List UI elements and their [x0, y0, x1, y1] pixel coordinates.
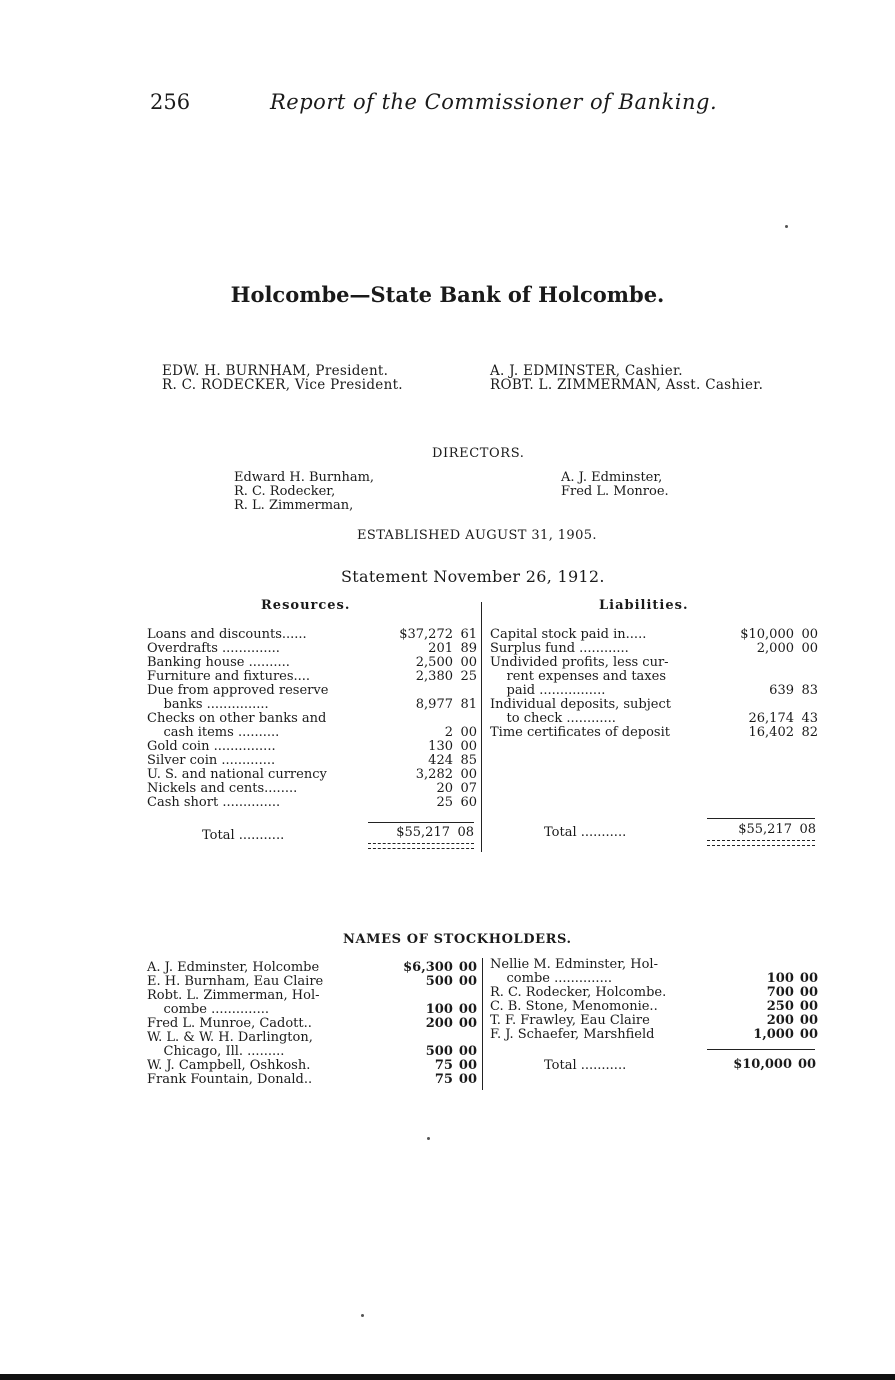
table-row [147, 670, 477, 684]
officer-president: EDW. H. BURNHAM, President. [162, 363, 389, 379]
row-cents: 25 [460, 669, 477, 684]
table-row [490, 642, 818, 656]
officer-vice-president: R. C. RODECKER, Vice President. [162, 377, 403, 393]
row-cents: 00 [799, 999, 818, 1014]
director-name: R. L. Zimmerman, [234, 498, 354, 513]
row-label: Robt. L. Zimmerman, Hol- [147, 988, 320, 1003]
stockholders-divider [482, 958, 483, 1090]
row-label: R. C. Rodecker, Holcombe. [490, 985, 667, 1000]
row-label: Capital stock paid in..... [490, 627, 647, 642]
liabilities-double-rule [707, 840, 815, 846]
print-speck [361, 1314, 364, 1317]
row-label: Cash short .............. [147, 795, 281, 810]
row-label: paid ................ [490, 683, 606, 698]
table-row [147, 975, 477, 989]
row-amount [382, 684, 459, 698]
row-label: Banking house .......... [147, 655, 290, 670]
table-row [147, 656, 477, 670]
officer-cashier: A. J. EDMINSTER, Cashier. [490, 363, 683, 379]
bank-title: Holcombe—State Bank of Holcombe. [230, 282, 665, 307]
row-label: T. F. Frawley, Eau Claire [490, 1013, 650, 1028]
row-cents: 43 [801, 711, 818, 726]
row-amount [723, 656, 800, 670]
table-row [147, 782, 477, 796]
row-cents: 00 [458, 1058, 477, 1073]
resources-table [147, 628, 477, 810]
row-label: W. L. & W. H. Darlington, [147, 1030, 313, 1045]
row-cents: 00 [799, 1013, 818, 1028]
row-cents: 81 [460, 697, 477, 712]
row-label: combe .............. [147, 1002, 269, 1017]
row-amount: 20 [436, 781, 453, 796]
row-cents: 61 [460, 627, 477, 642]
stockholders-total-label: Total ........... [544, 1058, 627, 1073]
row-amount: 201 [428, 641, 453, 656]
row-amount: 200 [425, 1016, 453, 1031]
row-label: Nickels and cents........ [147, 781, 298, 796]
statement-title: Statement November 26, 1912. [341, 567, 605, 586]
row-amount: $10,000 [740, 627, 794, 642]
table-row [147, 961, 477, 975]
row-amount: 500 [425, 1044, 453, 1059]
print-speck [427, 1137, 430, 1140]
table-row [490, 1000, 818, 1014]
stockholders-total-rule [707, 1049, 815, 1050]
table-row [147, 1059, 477, 1073]
row-label: U. S. and national currency [147, 767, 327, 782]
table-row [490, 726, 818, 740]
stockholders-total-cents: 00 [798, 1057, 817, 1072]
row-amount [384, 1031, 459, 1045]
row-label: C. B. Stone, Menomonie.. [490, 999, 658, 1014]
table-row [147, 628, 477, 642]
table-row [147, 754, 477, 768]
print-speck [785, 225, 788, 228]
table-row [147, 1031, 477, 1045]
table-row [147, 698, 477, 712]
row-label: Frank Fountain, Donald.. [147, 1072, 313, 1087]
row-label: W. J. Campbell, Oshkosh. [147, 1058, 311, 1073]
row-label: Checks on other banks and [147, 711, 327, 726]
row-amount: 75 [434, 1072, 453, 1087]
stockholders-heading: NAMES OF STOCKHOLDERS. [343, 932, 572, 947]
row-label: cash items .......... [147, 725, 280, 740]
row-cents: 00 [799, 985, 818, 1000]
resources-total-amount: $55,217 [396, 825, 450, 840]
row-cents [459, 712, 477, 726]
liabilities-table [490, 628, 818, 740]
row-cents: 00 [799, 1027, 818, 1042]
row-label: Overdrafts .............. [147, 641, 280, 656]
row-cents [800, 670, 818, 684]
row-amount: 130 [428, 739, 453, 754]
row-label: Undivided profits, less cur- [490, 655, 669, 670]
row-label: combe .............. [490, 971, 612, 986]
director-name: A. J. Edminster, [561, 470, 663, 485]
resources-double-rule [368, 843, 474, 849]
table-row [490, 656, 818, 670]
row-cents: 00 [460, 739, 477, 754]
table-row [147, 642, 477, 656]
table-row [147, 768, 477, 782]
row-cents [459, 989, 477, 1003]
row-cents: 00 [799, 971, 818, 986]
row-label: Chicago, Ill. ......... [147, 1044, 285, 1059]
table-row [147, 1045, 477, 1059]
row-cents [800, 958, 818, 972]
row-label: Nellie M. Edminster, Hol- [490, 957, 658, 972]
row-amount: 16,402 [748, 725, 794, 740]
established-date: ESTABLISHED AUGUST 31, 1905. [357, 528, 597, 543]
column-divider [481, 602, 482, 852]
row-label: E. H. Burnham, Eau Claire [147, 974, 324, 989]
table-row [490, 1014, 818, 1028]
row-cents: 00 [460, 767, 477, 782]
table-row [147, 726, 477, 740]
row-cents: 85 [460, 753, 477, 768]
row-cents: 00 [801, 627, 818, 642]
row-label: banks ............... [147, 697, 269, 712]
row-amount: 8,977 [415, 697, 453, 712]
directors-heading: DIRECTORS. [432, 446, 525, 461]
table-row [490, 986, 818, 1000]
row-label: rent expenses and taxes [490, 669, 666, 684]
row-label: A. J. Edminster, Holcombe [147, 960, 320, 975]
stockholders-right-table [490, 958, 818, 1042]
row-amount [723, 670, 800, 684]
table-row [147, 1073, 477, 1087]
row-cents [459, 1031, 477, 1045]
resources-total-rule [368, 822, 474, 823]
table-row [490, 698, 818, 712]
table-row [490, 628, 818, 642]
page-edge [0, 1374, 895, 1380]
table-row [147, 1003, 477, 1017]
row-cents [800, 698, 818, 712]
row-amount: 3,282 [415, 767, 453, 782]
liabilities-total-amount: $55,217 [738, 822, 792, 837]
table-row [490, 972, 818, 986]
table-row [490, 712, 818, 726]
row-amount: 2 [444, 725, 453, 740]
liabilities-total-rule [707, 818, 815, 819]
row-label: Gold coin ............... [147, 739, 276, 754]
table-row [147, 1017, 477, 1031]
table-row [147, 796, 477, 810]
table-row [147, 740, 477, 754]
liabilities-total-cents: 08 [799, 822, 816, 837]
row-cents: 00 [801, 641, 818, 656]
resources-heading: Resources. [261, 598, 351, 613]
row-label: Due from approved reserve [147, 683, 329, 698]
row-amount [723, 698, 800, 712]
table-row [490, 1028, 818, 1042]
running-title: Report of the Commissioner of Banking. [270, 90, 718, 114]
row-cents: 00 [460, 655, 477, 670]
row-cents: 89 [460, 641, 477, 656]
stockholders-total-amount: $10,000 [733, 1057, 792, 1072]
row-amount: $37,272 [399, 627, 453, 642]
row-cents: 07 [460, 781, 477, 796]
row-amount: 700 [766, 985, 794, 1000]
row-cents [800, 656, 818, 670]
row-amount: 26,174 [748, 711, 794, 726]
row-cents: 00 [458, 974, 477, 989]
row-amount [384, 989, 459, 1003]
row-cents: 83 [801, 683, 818, 698]
row-cents: 00 [458, 1016, 477, 1031]
director-name: Edward H. Burnham, [234, 470, 375, 485]
table-row [490, 670, 818, 684]
stockholders-left-table [147, 961, 477, 1087]
row-cents: 00 [458, 1044, 477, 1059]
row-amount: 25 [436, 795, 453, 810]
liabilities-heading: Liabilities. [599, 598, 689, 613]
resources-total-label: Total ........... [202, 828, 285, 843]
officer-asst-cashier: ROBT. L. ZIMMERMAN, Asst. Cashier. [490, 377, 764, 393]
row-label: Time certificates of deposit [490, 725, 670, 740]
row-amount: 200 [766, 1013, 794, 1028]
row-amount: $6,300 [403, 960, 453, 975]
row-cents: 00 [458, 1072, 477, 1087]
row-amount [382, 712, 459, 726]
table-row [490, 684, 818, 698]
director-name: R. C. Rodecker, [234, 484, 336, 499]
row-cents: 00 [458, 1002, 477, 1017]
row-amount: 639 [769, 683, 794, 698]
row-amount: 2,500 [415, 655, 453, 670]
row-label: to check ............ [490, 711, 616, 726]
row-cents: 00 [458, 960, 477, 975]
row-cents: 60 [460, 795, 477, 810]
row-label: Fred L. Munroe, Cadott.. [147, 1016, 312, 1031]
table-row [147, 684, 477, 698]
row-amount: 1,000 [753, 1027, 794, 1042]
row-label: Silver coin ............. [147, 753, 276, 768]
row-label: F. J. Schaefer, Marshfield [490, 1027, 655, 1042]
row-amount: 100 [766, 971, 794, 986]
table-row [147, 989, 477, 1003]
row-cents: 00 [460, 725, 477, 740]
row-amount: 2,380 [415, 669, 453, 684]
row-amount: 250 [766, 999, 794, 1014]
row-amount: 100 [425, 1002, 453, 1017]
row-amount: 2,000 [756, 641, 794, 656]
row-amount [735, 958, 800, 972]
row-label: Loans and discounts...... [147, 627, 307, 642]
row-label: Individual deposits, subject [490, 697, 671, 712]
table-row [490, 958, 818, 972]
director-name: Fred L. Monroe. [561, 484, 669, 499]
row-amount: 500 [425, 974, 453, 989]
row-cents [459, 684, 477, 698]
resources-total-cents: 08 [457, 825, 474, 840]
row-amount: 75 [434, 1058, 453, 1073]
row-label: Surplus fund ............ [490, 641, 629, 656]
page-number: 256 [150, 90, 191, 114]
row-amount: 424 [428, 753, 453, 768]
liabilities-total-label: Total ........... [544, 825, 627, 840]
table-row [147, 712, 477, 726]
row-cents: 82 [801, 725, 818, 740]
row-label: Furniture and fixtures.... [147, 669, 311, 684]
